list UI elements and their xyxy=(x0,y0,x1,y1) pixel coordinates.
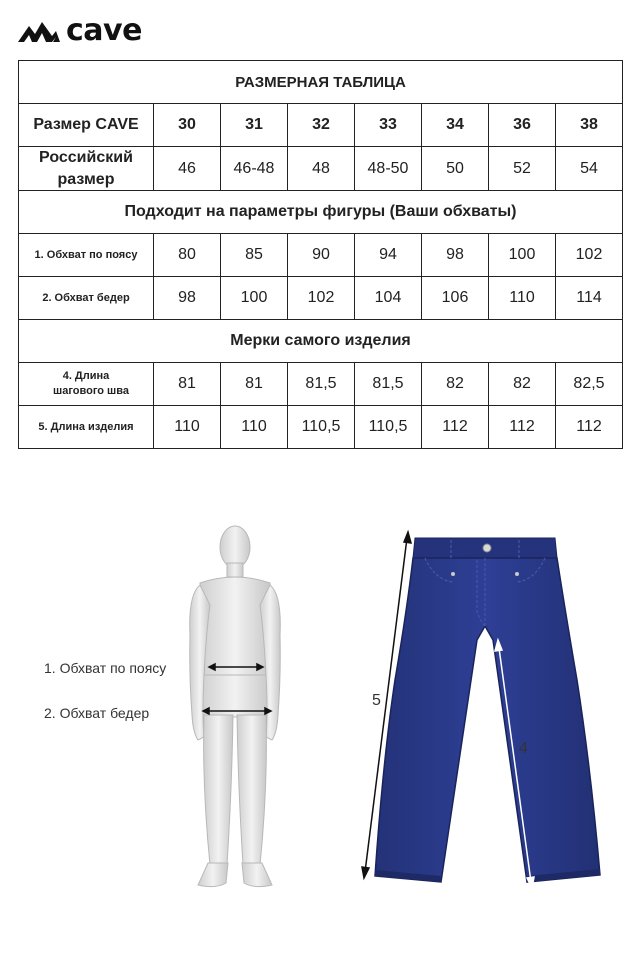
waist-annotation: 1. Обхват по поясу xyxy=(44,660,167,676)
ru-size-cell: 46-48 xyxy=(221,147,288,191)
table-row xyxy=(19,234,623,277)
ru-size-cell: 50 xyxy=(422,147,489,191)
size-cell: 30 xyxy=(154,104,221,147)
hip-annotation: 2. Обхват бедер xyxy=(44,705,150,721)
size-cell: 34 xyxy=(422,104,489,147)
hip-cell: 104 xyxy=(355,277,422,320)
waist-cell: 90 xyxy=(288,234,355,277)
size-cell: 32 xyxy=(288,104,355,147)
row-label-hip: 2. Обхват бедер xyxy=(19,277,154,320)
hip-cell: 100 xyxy=(221,277,288,320)
hip-cell: 114 xyxy=(556,277,623,320)
size-cell: 33 xyxy=(355,104,422,147)
inseam-cell: 81 xyxy=(154,363,221,406)
section-row xyxy=(19,320,623,363)
row-label-ru-size: Российский размер xyxy=(19,147,154,191)
row-label-waist: 1. Обхват по поясу xyxy=(19,234,154,277)
length-marker: 5 xyxy=(372,692,381,709)
waist-cell: 85 xyxy=(221,234,288,277)
section-row xyxy=(19,191,623,234)
ru-size-cell: 52 xyxy=(489,147,556,191)
inseam-cell: 81,5 xyxy=(355,363,422,406)
waist-cell: 100 xyxy=(489,234,556,277)
brand-name: cave xyxy=(66,13,142,48)
size-cell: 31 xyxy=(221,104,288,147)
length-cell: 112 xyxy=(489,406,556,449)
hip-cell: 102 xyxy=(288,277,355,320)
ru-size-cell: 48-50 xyxy=(355,147,422,191)
hip-cell: 110 xyxy=(489,277,556,320)
row-label-length: 5. Длина изделия xyxy=(19,406,154,449)
mannequin-figure xyxy=(180,525,290,890)
inseam-cell: 82 xyxy=(422,363,489,406)
length-cell: 110,5 xyxy=(288,406,355,449)
hip-cell: 106 xyxy=(422,277,489,320)
row-label-inseam: 4. Длина шагового шва xyxy=(19,363,154,406)
section-body-measurements: Подходит на параметры фигуры (Ваши обхваты) xyxy=(19,191,623,234)
size-table xyxy=(18,60,623,449)
brand-logo xyxy=(18,14,142,48)
size-cell: 38 xyxy=(556,104,623,147)
table-row xyxy=(19,406,623,449)
table-row xyxy=(19,277,623,320)
length-cell: 110 xyxy=(221,406,288,449)
length-cell: 110,5 xyxy=(355,406,422,449)
table-title-row xyxy=(19,61,623,104)
waist-cell: 80 xyxy=(154,234,221,277)
ru-size-cell: 54 xyxy=(556,147,623,191)
inseam-marker: 4 xyxy=(519,740,528,757)
ru-size-cell: 46 xyxy=(154,147,221,191)
table-row xyxy=(19,104,623,147)
table-row xyxy=(19,363,623,406)
jeans-illustration xyxy=(355,530,615,895)
ru-size-cell: 48 xyxy=(288,147,355,191)
length-cell: 112 xyxy=(556,406,623,449)
length-cell: 112 xyxy=(422,406,489,449)
table-title: РАЗМЕРНАЯ ТАБЛИЦА xyxy=(19,61,623,104)
inseam-cell: 82 xyxy=(489,363,556,406)
section-garment-measurements: Мерки самого изделия xyxy=(19,320,623,363)
waist-cell: 102 xyxy=(556,234,623,277)
table-row xyxy=(19,147,623,191)
row-label-size: Размер CAVE xyxy=(19,104,154,147)
waist-cell: 94 xyxy=(355,234,422,277)
hip-cell: 98 xyxy=(154,277,221,320)
waist-cell: 98 xyxy=(422,234,489,277)
inseam-cell: 81,5 xyxy=(288,363,355,406)
inseam-cell: 81 xyxy=(221,363,288,406)
size-cell: 36 xyxy=(489,104,556,147)
length-cell: 110 xyxy=(154,406,221,449)
inseam-cell: 82,5 xyxy=(556,363,623,406)
mountain-logo-icon xyxy=(18,20,60,42)
